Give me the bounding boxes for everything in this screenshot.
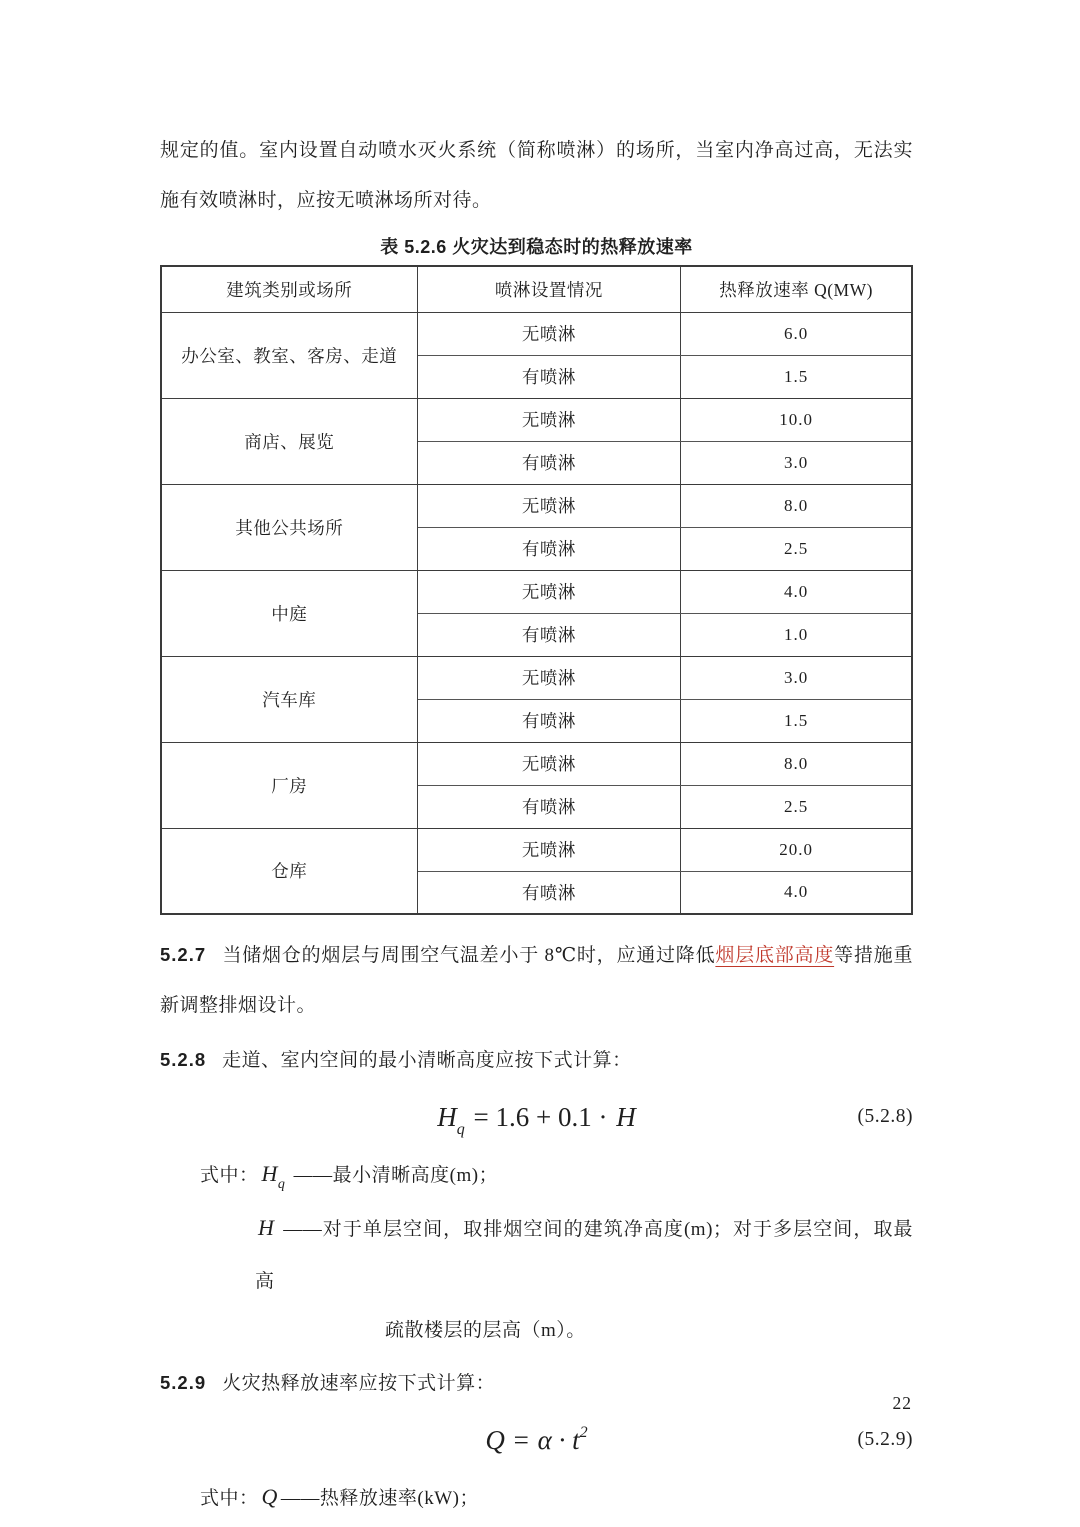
heat-release-value-cell: 1.5 (681, 355, 912, 398)
sprinkler-cell: 有喷淋 (417, 527, 681, 570)
definition-h-continued: 疏散楼层的层高（m）。 (385, 1320, 586, 1341)
math-var: $H_q$ (261, 1161, 286, 1192)
section-text: 等措施重新调整排烟设计。 (160, 945, 913, 1016)
column-header-sprinkler: 喷淋设置情况 (417, 266, 681, 312)
section-text: 火灾热释放速率应按下式计算： (222, 1373, 496, 1394)
category-cell: 中庭 (161, 570, 417, 656)
sprinkler-cell: 有喷淋 (417, 441, 681, 484)
column-header-category: 建筑类别或场所 (161, 266, 417, 312)
section-number: 5.2.8 (160, 1049, 207, 1070)
math-var: α · t (537, 1425, 580, 1455)
math-superscript: 2 (579, 1424, 588, 1441)
equation (485, 1425, 587, 1455)
definition-text: ——最小清晰高度(m)； (293, 1165, 499, 1186)
equation-number: (5.2.8) (857, 1106, 913, 1127)
heat-release-value-cell: 10.0 (681, 398, 912, 441)
section-5-2-7 (160, 930, 913, 1031)
category-cell: 商店、展览 (161, 398, 417, 484)
definition-text: ——对于单层空间，取排烟空间的建筑净高度(m)；对于多层空间，取最高 (255, 1219, 914, 1292)
where-clause-5-2-9 (160, 1471, 913, 1525)
section-text: 当储烟仓的烟层与周围空气温差小于 8℃时，应通过降低 (222, 945, 716, 966)
where-label: 式中： (200, 1488, 259, 1509)
highlighted-term: 烟层底部高度 (715, 945, 835, 966)
heat-release-value-cell: 4.0 (681, 871, 912, 914)
table-row (161, 656, 912, 699)
section-text: 走道、室内空间的最小清晰高度应按下式计算： (222, 1050, 632, 1071)
where-label: 式中： (200, 1165, 259, 1186)
table-body (161, 312, 912, 914)
page-number: 22 (892, 1393, 912, 1413)
sprinkler-cell: 无喷淋 (417, 656, 681, 699)
heat-release-value-cell: 8.0 (681, 742, 912, 785)
sprinkler-cell: 无喷淋 (417, 312, 681, 355)
heat-release-value-cell: 1.0 (681, 613, 912, 656)
intro-paragraph: 规定的值。室内设置自动喷水灭火系统（简称喷淋）的场所，当室内净高过高，无法实施有效喷淋时，应按无喷淋场所对待。 (160, 140, 913, 211)
heat-release-value-cell: 2.5 (681, 785, 912, 828)
section-number: 5.2.7 (160, 944, 207, 965)
table-header-row (161, 266, 912, 312)
heat-release-rate-table (160, 265, 913, 915)
heat-release-value-cell: 1.5 (681, 699, 912, 742)
column-header-heat-release: 热释放速率 Q(MW) (681, 266, 912, 312)
sprinkler-cell: 有喷淋 (417, 785, 681, 828)
category-cell: 仓库 (161, 828, 417, 914)
sprinkler-cell: 无喷淋 (417, 484, 681, 527)
table-row (161, 312, 912, 355)
category-cell: 其他公共场所 (161, 484, 417, 570)
equation-number: (5.2.9) (857, 1429, 913, 1450)
category-cell: 汽车库 (161, 656, 417, 742)
heat-release-value-cell: 3.0 (681, 441, 912, 484)
definition-h (160, 1202, 913, 1308)
math-var: H (437, 1102, 457, 1132)
heat-release-value-cell: 3.0 (681, 656, 912, 699)
page-content (160, 126, 913, 1525)
math-subscript: q (277, 1177, 286, 1192)
math-var: H (616, 1102, 636, 1132)
math-var: H (258, 1215, 275, 1240)
sprinkler-cell: 无喷淋 (417, 398, 681, 441)
formula-5-2-8 (160, 1086, 913, 1148)
sprinkler-cell: 有喷淋 (417, 699, 681, 742)
section-5-2-8 (160, 1035, 913, 1086)
table-title: 表 5.2.6 火灾达到稳态时的热释放速率 (380, 237, 693, 257)
sprinkler-cell: 有喷淋 (417, 871, 681, 914)
math-operator: = (513, 1425, 529, 1455)
sprinkler-cell: 有喷淋 (417, 613, 681, 656)
sprinkler-cell: 无喷淋 (417, 828, 681, 871)
heat-release-value-cell: 6.0 (681, 312, 912, 355)
where-clause-5-2-8 (160, 1148, 913, 1202)
category-cell: 厂房 (161, 742, 417, 828)
equation (437, 1102, 636, 1138)
heat-release-value-cell: 2.5 (681, 527, 912, 570)
table-row (161, 742, 912, 785)
table-row (161, 484, 912, 527)
heat-release-value-cell: 8.0 (681, 484, 912, 527)
math-subscript: q (456, 1121, 465, 1138)
table-row (161, 570, 912, 613)
definition-text: ——热释放速率(kW)； (280, 1488, 479, 1509)
sprinkler-cell: 无喷淋 (417, 570, 681, 613)
section-number: 5.2.9 (160, 1372, 207, 1393)
category-cell: 办公室、教室、客房、走道 (161, 312, 417, 398)
math-operator: = 1.6 + 0.1 · (473, 1102, 608, 1132)
sprinkler-cell: 有喷淋 (417, 355, 681, 398)
heat-release-value-cell: 20.0 (681, 828, 912, 871)
formula-5-2-9 (160, 1409, 913, 1471)
sprinkler-cell: 无喷淋 (417, 742, 681, 785)
table-row (161, 828, 912, 871)
math-var: Q (485, 1425, 505, 1455)
math-var: Q (261, 1484, 278, 1509)
table-row (161, 398, 912, 441)
section-5-2-9 (160, 1358, 913, 1409)
heat-release-value-cell: 4.0 (681, 570, 912, 613)
